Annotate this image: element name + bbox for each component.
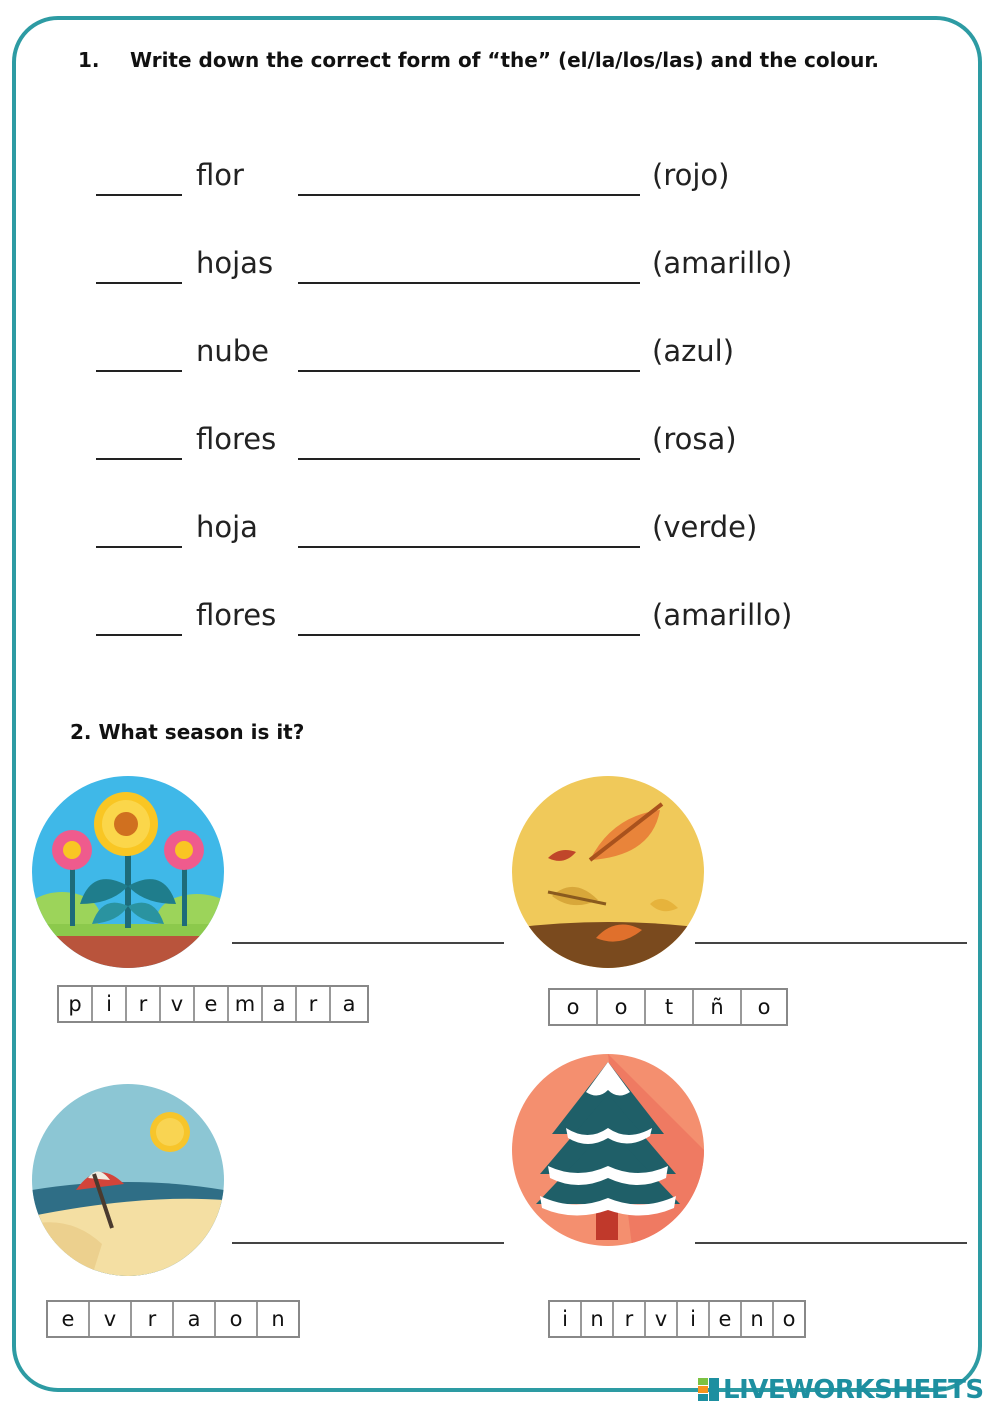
spring-flowers-icon [32, 776, 224, 968]
noun-label: flores [196, 598, 277, 632]
letter-tile: a [263, 987, 297, 1021]
letter-tile: i [678, 1302, 710, 1336]
colour-answer-blank[interactable] [298, 370, 640, 372]
letter-tile: ñ [694, 990, 742, 1024]
colour-hint: (azul) [652, 334, 735, 368]
letter-tile: v [646, 1302, 678, 1336]
colour-answer-blank[interactable] [298, 634, 640, 636]
letter-tile: e [195, 987, 229, 1021]
letter-tile: a [342, 992, 356, 1016]
exercise-1-instruction: Write down the correct form of “the” (el/la/los/las) and the colour. [130, 48, 880, 72]
noun-label: hojas [196, 246, 274, 280]
liveworksheets-brand [697, 1374, 984, 1406]
letter-tile: o [598, 990, 646, 1024]
exercise-row [0, 422, 1000, 472]
colour-hint: (rojo) [652, 158, 730, 192]
letter-tile: o [782, 1307, 796, 1331]
letter-tile: v [161, 987, 195, 1021]
article-answer-blank[interactable] [96, 282, 182, 284]
noun-label: nube [196, 334, 270, 368]
article-answer-blank[interactable] [96, 370, 182, 372]
letter-tile: r [614, 1302, 646, 1336]
article-answer-blank[interactable] [96, 634, 182, 636]
exercise-1-number: 1. [78, 48, 100, 72]
scrambled-letters [548, 1300, 806, 1338]
letter-tile: e [48, 1302, 90, 1336]
season-answer-line[interactable] [232, 942, 504, 944]
letter-tile: n [271, 1307, 285, 1331]
winter-tree-icon [512, 1054, 704, 1246]
colour-hint: (amarillo) [652, 246, 793, 280]
letter-tile: n [582, 1302, 614, 1336]
exercise-row [0, 334, 1000, 384]
letter-tile: o [216, 1302, 258, 1336]
letter-tile: r [297, 987, 331, 1021]
season-answer-line[interactable] [695, 1242, 967, 1244]
exercise-row [0, 598, 1000, 648]
exercise-row [0, 246, 1000, 296]
exercise-row [0, 510, 1000, 560]
season-answer-line[interactable] [232, 1242, 504, 1244]
scrambled-letters [57, 985, 369, 1023]
scrambled-letters [548, 988, 788, 1026]
letter-tile: t [646, 990, 694, 1024]
autumn-leaves-icon [512, 776, 704, 968]
brand-name: LIVEWORKSHEETS [723, 1375, 984, 1405]
colour-answer-blank[interactable] [298, 546, 640, 548]
letter-tile: a [174, 1302, 216, 1336]
colour-answer-blank[interactable] [298, 458, 640, 460]
noun-label: flor [196, 158, 244, 192]
letter-tile: i [550, 1302, 582, 1336]
scrambled-letters [46, 1300, 300, 1338]
letter-tile: p [59, 987, 93, 1021]
article-answer-blank[interactable] [96, 194, 182, 196]
summer-beach-icon [32, 1084, 224, 1276]
article-answer-blank[interactable] [96, 546, 182, 548]
letter-tile: r [127, 987, 161, 1021]
letter-tile: v [90, 1302, 132, 1336]
colour-answer-blank[interactable] [298, 194, 640, 196]
exercise-2-instruction: 2. What season is it? [70, 720, 305, 744]
article-answer-blank[interactable] [96, 458, 182, 460]
colour-hint: (rosa) [652, 422, 737, 456]
liveworksheets-logo-icon [697, 1377, 721, 1403]
exercise-row [0, 158, 1000, 208]
noun-label: flores [196, 422, 277, 456]
noun-label: hoja [196, 510, 258, 544]
letter-tile: n [742, 1302, 774, 1336]
colour-hint: (amarillo) [652, 598, 793, 632]
letter-tile: m [229, 987, 263, 1021]
colour-hint: (verde) [652, 510, 758, 544]
letter-tile: i [93, 987, 127, 1021]
letter-tile: r [132, 1302, 174, 1336]
season-answer-line[interactable] [695, 942, 967, 944]
colour-answer-blank[interactable] [298, 282, 640, 284]
letter-tile: o [550, 990, 598, 1024]
letter-tile: e [710, 1302, 742, 1336]
letter-tile: o [757, 995, 771, 1019]
